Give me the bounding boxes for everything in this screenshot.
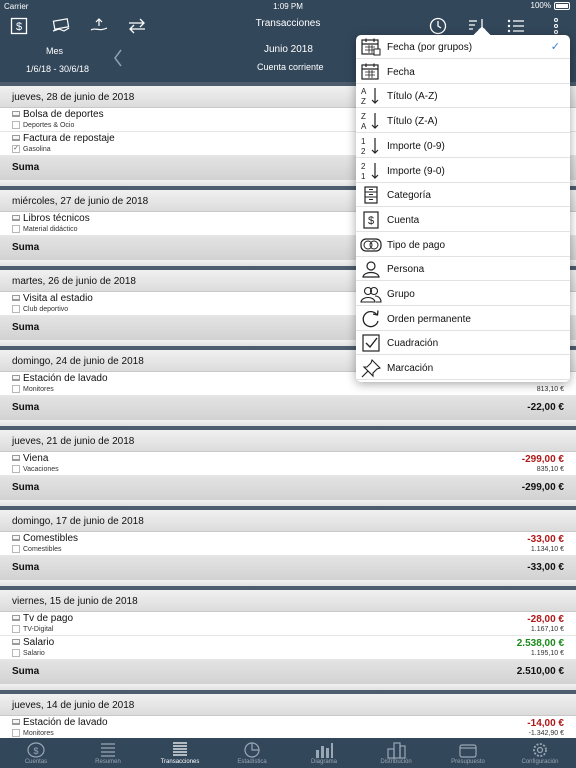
transaction-row[interactable]: [0, 452, 576, 476]
transaction-category: Gasolina: [23, 146, 51, 153]
tab-label: Configuración: [521, 759, 559, 765]
reconcile-checkbox[interactable]: [12, 649, 20, 657]
transaction-category: Monitores: [23, 386, 54, 393]
sum-label: Suma: [12, 402, 40, 413]
tab-4[interactable]: [216, 738, 288, 768]
sort-option-3[interactable]: [356, 84, 570, 108]
pin-icon: [360, 358, 382, 378]
note-icon: [12, 615, 20, 621]
transaction-category: Monitores: [23, 730, 54, 737]
note-icon: [12, 719, 20, 725]
period-range[interactable]: 1/6/18 - 30/6/18: [26, 64, 90, 74]
sort-option-9[interactable]: [356, 233, 570, 257]
svg-text:Z: Z: [361, 97, 366, 107]
sort-option-4[interactable]: [356, 109, 570, 133]
tab-label: Cuentas: [24, 759, 48, 765]
note-icon: [12, 639, 20, 645]
sort-option-label: Tipo de pago: [387, 239, 446, 251]
transaction-title: Estación de lavado: [23, 717, 108, 728]
svg-text:2: 2: [361, 146, 366, 156]
sum-value: -299,00 €: [521, 482, 564, 493]
sort-option-12[interactable]: [356, 307, 570, 331]
more-icon[interactable]: [545, 15, 567, 37]
tab-label: Transacciones: [160, 759, 200, 765]
distribution-icon: [360, 741, 432, 759]
transaction-title: Tv de pago: [23, 613, 74, 624]
reconcile-checkbox[interactable]: [12, 385, 20, 393]
sort-option-11[interactable]: [356, 282, 570, 306]
reconcile-checkbox[interactable]: [12, 121, 20, 129]
sort-option-label: Persona: [387, 264, 425, 276]
day-sum-row: [0, 476, 576, 500]
svg-text:1: 1: [361, 171, 366, 181]
sort-option-5[interactable]: [356, 134, 570, 158]
sort-1-2-icon: [360, 136, 382, 156]
sort-option-10[interactable]: [356, 257, 570, 281]
svg-text:A: A: [361, 87, 367, 97]
running-balance: 835,10 €: [536, 466, 564, 473]
sum-value: -33,00 €: [527, 562, 564, 573]
statistics-icon: [216, 741, 288, 759]
sort-z-a-icon: [360, 111, 382, 131]
wallet-icon: [432, 741, 504, 759]
svg-text:$: $: [367, 214, 375, 227]
coins-icon: [360, 235, 382, 255]
reconcile-checkbox[interactable]: ✓: [13, 145, 19, 152]
sum-label: Suma: [12, 562, 40, 573]
transaction-title: Libros técnicos: [23, 213, 90, 224]
sort-option-label: Importe (9-0): [387, 165, 445, 177]
sort-menu: [356, 35, 570, 382]
svg-text:1: 1: [361, 136, 366, 146]
day-sum-row: [0, 556, 576, 580]
sum-label: Suma: [12, 162, 40, 173]
transaction-row[interactable]: [0, 636, 576, 660]
sort-option-label: Título (Z-A): [387, 116, 438, 128]
reconcile-checkbox[interactable]: [12, 625, 20, 633]
tab-1[interactable]: [0, 738, 72, 768]
transaction-amount: -28,00 €: [527, 614, 564, 625]
sort-option-7[interactable]: [356, 183, 570, 207]
calendar-groups-icon: [360, 37, 382, 57]
chart-icon: [288, 741, 360, 759]
note-icon: [12, 455, 20, 461]
svg-text:$: $: [15, 21, 23, 33]
checkmark-icon: ✓: [550, 41, 560, 53]
tab-7[interactable]: [432, 738, 504, 768]
sum-label: Suma: [12, 322, 40, 333]
svg-text:A: A: [361, 122, 367, 132]
checkbox-icon: [360, 333, 382, 353]
sort-a-z-icon: [360, 86, 382, 106]
date-header: domingo, 24 de junio de 2018: [0, 350, 576, 372]
accounts-icon: [0, 741, 72, 759]
battery-indicator: [531, 1, 570, 10]
battery-label: 100%: [530, 1, 551, 10]
transaction-row[interactable]: [0, 612, 576, 636]
sort-option-6[interactable]: [356, 159, 570, 183]
transaction-title: Visita al estadio: [23, 293, 93, 304]
transaction-amount: -14,00 €: [527, 718, 564, 729]
transactions-icon: [144, 741, 216, 759]
transaction-title: Salario: [23, 637, 55, 648]
transaction-category: Club deportivo: [23, 306, 69, 313]
svg-text:$: $: [33, 746, 39, 756]
battery-icon: [554, 2, 570, 10]
transaction-amount: -299,00 €: [521, 454, 564, 465]
tab-6[interactable]: [360, 738, 432, 768]
running-balance: 1.195,10 €: [530, 650, 564, 657]
sum-label: Suma: [12, 482, 40, 493]
clock-icon[interactable]: [427, 15, 449, 37]
list-view-icon[interactable]: [505, 15, 527, 37]
cabinet-icon: [360, 185, 382, 205]
sort-option-label: Cuadración: [387, 338, 439, 350]
transaction-category: Material didáctico: [23, 226, 78, 233]
tab-label: Estadística: [237, 759, 267, 765]
transaction-row[interactable]: [0, 716, 576, 738]
transaction-category: Comestibles: [23, 546, 62, 553]
sort-option-8[interactable]: [356, 208, 570, 232]
sort-2-1-icon: [360, 161, 382, 181]
transaction-amount: -33,00 €: [527, 534, 564, 545]
transaction-title: Viena: [23, 453, 49, 464]
clock-label: 1:09 PM: [273, 2, 303, 11]
sort-option-label: Categoría: [387, 190, 431, 202]
sort-option-13[interactable]: [356, 331, 570, 355]
tab-8[interactable]: [504, 738, 576, 768]
date-header: jueves, 14 de junio de 2018: [0, 694, 576, 716]
repeat-icon: [360, 309, 382, 329]
sum-value: 2.510,00 €: [516, 666, 564, 677]
transaction-title: Estación de lavado: [23, 373, 108, 384]
reconcile-checkbox[interactable]: [12, 305, 20, 313]
transaction-amount: 2.538,00 €: [516, 638, 564, 649]
sum-label: Suma: [12, 666, 40, 677]
sort-option-1[interactable]: [356, 35, 570, 59]
sort-option-label: Fecha: [387, 66, 415, 78]
carrier-label: Carrier: [4, 2, 29, 11]
tab-bar: [0, 738, 576, 768]
note-icon: [12, 135, 20, 141]
person-icon: [360, 259, 382, 279]
calendar-icon: [360, 62, 382, 82]
sort-option-label: Grupo: [387, 289, 415, 300]
group-icon: [360, 284, 382, 304]
transaction-title: Bolsa de deportes: [23, 109, 104, 120]
sort-option-14[interactable]: [356, 356, 570, 380]
date-header: viernes, 15 de junio de 2018: [0, 590, 576, 612]
reconcile-checkbox[interactable]: [12, 545, 20, 553]
transaction-category: Salario: [23, 650, 45, 657]
status-bar: [0, 0, 576, 12]
tab-label: Resumen: [95, 759, 121, 765]
transaction-title: Comestibles: [23, 533, 79, 544]
reconcile-checkbox[interactable]: [12, 225, 20, 233]
sort-option-label: Fecha (por grupos): [387, 42, 473, 53]
note-icon: [12, 375, 20, 381]
note-icon: [12, 535, 20, 541]
tab-label: Distribución: [380, 759, 412, 765]
transaction-category: TV-Digital: [23, 626, 54, 633]
summary-icon: [72, 741, 144, 759]
note-icon: [12, 215, 20, 221]
date-header: miércoles, 27 de junio de 2018: [0, 190, 576, 212]
tab-label: Diagrama: [310, 759, 337, 765]
sort-option-label: Orden permanente: [387, 313, 471, 325]
day-sum-row: [0, 660, 576, 684]
settings-icon: [504, 741, 576, 759]
transaction-row[interactable]: [0, 532, 576, 556]
chevron-left-icon[interactable]: [113, 48, 123, 70]
sum-value: -22,00 €: [527, 402, 564, 413]
svg-text:Z: Z: [361, 112, 366, 122]
page-title: Transacciones: [255, 18, 321, 29]
sort-option-label: Marcación: [387, 363, 434, 375]
tab-2[interactable]: [72, 738, 144, 768]
account-name[interactable]: Cuenta corriente: [257, 62, 324, 72]
running-balance: 813,10 €: [536, 386, 564, 393]
tab-label: Presupuesto: [451, 759, 485, 765]
transaction-category: Deportes & Ocio: [23, 122, 75, 129]
sort-option-label: Título (A-Z): [387, 91, 438, 103]
date-header: jueves, 21 de junio de 2018: [0, 430, 576, 452]
transaction-title: Factura de repostaje: [23, 133, 115, 144]
date-header: martes, 26 de junio de 2018: [0, 270, 576, 292]
day-sum-row: [0, 396, 576, 420]
running-balance: 1.134,10 €: [530, 546, 564, 553]
tab-3[interactable]: [144, 738, 216, 768]
note-icon: [12, 111, 20, 117]
dollar-box-icon: [360, 210, 382, 230]
sort-option-label: Importe (0-9): [387, 140, 445, 152]
transaction-category: Vacaciones: [23, 466, 59, 473]
svg-text:2: 2: [361, 161, 366, 171]
date-header: domingo, 17 de junio de 2018: [0, 510, 576, 532]
date-header: jueves, 28 de junio de 2018: [0, 86, 576, 108]
note-icon: [12, 295, 20, 301]
sort-option-2[interactable]: [356, 60, 570, 84]
running-balance: -1.342,90 €: [528, 730, 564, 737]
period-type-label[interactable]: Mes: [46, 46, 64, 56]
sum-label: Suma: [12, 242, 40, 253]
running-balance: 1.167,10 €: [530, 626, 564, 633]
reconcile-checkbox[interactable]: [12, 465, 20, 473]
period-month: Junio 2018: [264, 44, 313, 55]
sort-option-label: Cuenta: [387, 214, 420, 226]
reconcile-checkbox[interactable]: [12, 729, 20, 737]
tab-5[interactable]: [288, 738, 360, 768]
